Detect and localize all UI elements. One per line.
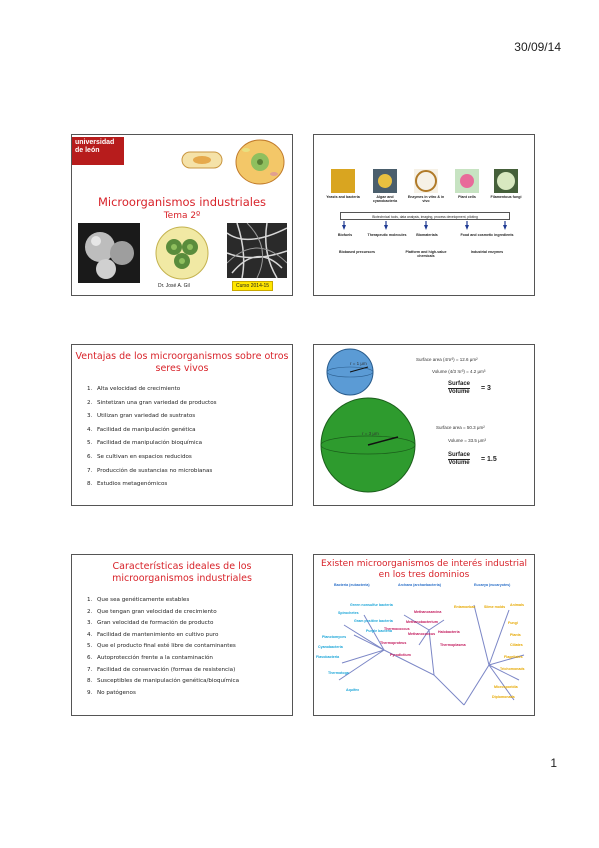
volume-label: Volume	[448, 389, 470, 395]
small-ratio: = 3	[481, 385, 491, 392]
list-item	[87, 595, 239, 607]
list-item-number: 4.	[87, 426, 93, 433]
list-item-number: 7.	[87, 467, 93, 474]
list-item	[87, 397, 217, 411]
surface-label: Surface	[448, 452, 471, 458]
list-item	[87, 607, 239, 619]
slide-title-text: Ventajas de los microorganismos sobre otros seres vivos	[75, 351, 289, 374]
product-label: Biomaterials	[416, 233, 438, 237]
cells-diagram	[314, 345, 535, 506]
list-item-number: 7.	[87, 666, 93, 673]
archaea-label: Pyrodictium	[390, 653, 411, 657]
organism-label: Enzymes in vitro & in vivo	[407, 195, 445, 203]
archaea-label: Methanosarcina	[414, 610, 442, 614]
list-item-number: 9.	[87, 689, 93, 696]
list-item-number: 3.	[87, 620, 93, 627]
list-item-number: 8.	[87, 481, 93, 488]
archaea-label: Thermoplasma	[440, 643, 466, 647]
list-item-number: 2.	[87, 608, 93, 615]
eucarya-label: Diplomonads	[492, 695, 515, 699]
eucarya-label: Entamoebae	[454, 605, 476, 609]
list-item	[87, 424, 217, 438]
organism-label: Filamentous fungi	[490, 195, 522, 199]
large-radius: r = 3 μm	[362, 431, 379, 436]
list-item-number: 1.	[87, 597, 93, 603]
list-item-number: 6.	[87, 654, 93, 661]
cell-diagrams-image	[180, 138, 292, 190]
list-item-text: Estudios metagenómicos	[97, 481, 168, 488]
list-item-text: Facilidad de mantenimiento en cultivo puro	[97, 631, 219, 638]
archaea-label: Thermococcus	[384, 627, 410, 631]
list-item-text: Sintetizan una gran variedad de productos	[97, 399, 217, 406]
archaea-label: Methanococcus	[408, 632, 436, 636]
list-item	[87, 688, 239, 700]
presentation-title: Microorganismos industriales	[97, 195, 267, 209]
list-item-text: Se cultivan en espacios reducidos	[97, 453, 192, 460]
course-badge: Curso 2014-15	[232, 281, 273, 291]
eucarya-label: Trichomonads	[500, 667, 525, 671]
characteristics-list	[87, 595, 239, 699]
surface-label: Surface	[448, 381, 471, 387]
list-item	[87, 665, 239, 677]
list-item	[87, 653, 239, 665]
advantages-list	[87, 383, 217, 492]
fungal-hyphae-image	[227, 223, 287, 278]
product-label: Food and cosmetic ingredients	[460, 233, 514, 237]
archaea-label: Methanobacterium	[406, 620, 438, 624]
yeast-micrograph-image	[78, 223, 140, 283]
list-item-text: Utilizan gran variedad de sustratos	[97, 413, 196, 420]
eucarya-label: Plants	[510, 633, 521, 637]
eucarya-label: Flagellates	[504, 655, 523, 659]
domain-label: Bacteria (eubacteria)	[334, 583, 370, 587]
list-item-text: Producción de sustancias no microbianas	[97, 467, 213, 474]
bacteria-label: Aquifex	[346, 688, 360, 692]
product-label: Industrial enzymes	[470, 250, 504, 254]
product-label: Biobased precursors	[339, 250, 375, 254]
bacteria-label: Planctomyces	[322, 635, 347, 639]
list-item-number: 5.	[87, 440, 93, 447]
bacteria-label: Flavobacteria	[316, 655, 340, 659]
eucarya-label: Microsporidia	[494, 685, 518, 689]
list-item-text: Que tengan gran velocidad de crecimiento	[97, 608, 217, 615]
list-item	[87, 676, 239, 688]
slide-title	[71, 134, 293, 296]
biotech-tools-bar: Biotechnical tools, data analysis, imaging, process development, piloting	[340, 212, 510, 220]
domain-label: Archaea (archaebacteria)	[398, 583, 441, 587]
list-item	[87, 437, 217, 451]
small-radius: r = 1 μm	[350, 361, 367, 366]
product-label: Therapeutic molecules	[367, 233, 407, 237]
page-date: 30/09/14	[514, 40, 561, 54]
list-item-number: 3.	[87, 413, 93, 420]
slide-bioproducts	[313, 134, 535, 296]
domain-label: Eucarya (eucaryotes)	[474, 583, 511, 587]
slide-title-text: Existen microorganismos de interés industrial en los tres dominios	[320, 559, 528, 580]
volume-label: Volume	[448, 460, 470, 466]
organism-label: Yeasts and bacteria	[326, 195, 360, 199]
large-ratio: = 1.5	[481, 456, 497, 463]
list-item-text: Susceptibles de manipulación genética/bioquímica	[97, 678, 240, 685]
bacteria-label: Thermotoga	[328, 671, 349, 675]
list-item-text: Facilidad de manipulación genética	[97, 426, 196, 433]
slide-surface-volume	[313, 344, 535, 506]
bacteria-label: Purple bacteria	[366, 629, 392, 633]
large-surface-area: Surface area = 50.3 μm²	[436, 425, 485, 430]
organism-label: Algae and cyanobacteria	[372, 195, 398, 203]
list-item	[87, 641, 239, 653]
list-item-text: Gran velocidad de formación de producto	[97, 620, 214, 627]
list-item-text: No patógenos	[97, 689, 136, 696]
list-item-text: Autoprotección frente a la contaminación	[97, 654, 213, 661]
small-volume: Volume (4/3 πr³) = 4.2 μm³	[432, 369, 486, 374]
eucarya-label: Slime molds	[484, 605, 506, 609]
list-item-text: Facilidad de manipulación bioquímica	[97, 440, 203, 447]
list-item	[87, 383, 217, 397]
list-item-number: 4.	[87, 631, 93, 638]
slide-ideal-characteristics	[71, 554, 293, 716]
slide-title-text: Características ideales de los microorganismos industriales	[112, 561, 252, 584]
page-number: 1	[550, 756, 557, 770]
list-item	[87, 410, 217, 424]
list-item-number: 1.	[87, 386, 93, 392]
bacteria-label: Green nonsulfur bacteria	[350, 603, 393, 607]
university-logo: universidad de león	[72, 137, 124, 165]
list-item-text: Que el producto final esté libre de contaminantes	[97, 643, 236, 650]
archaea-label: Thermoproteus	[380, 641, 407, 645]
bacteria-label: Gram positive bacteria	[354, 619, 393, 623]
bacteria-label: Spirochetes	[338, 611, 359, 615]
slide-three-domains	[313, 554, 535, 716]
list-item	[87, 451, 217, 465]
organism-label: Plant cells	[458, 195, 476, 199]
list-item	[87, 465, 217, 479]
product-label: Platform and high-value chemicals	[405, 250, 447, 258]
list-item	[87, 630, 239, 642]
list-item	[87, 478, 217, 492]
large-volume: Volume = 33.5 μm³	[448, 438, 486, 443]
product-label: Biofuels	[337, 233, 353, 237]
eucarya-label: Animals	[510, 603, 524, 607]
presentation-subtitle: Tema 2º	[163, 211, 201, 221]
author: Dr. José A. Gil	[158, 283, 190, 289]
eucarya-label: Ciliates	[510, 643, 523, 647]
list-item-text: Que sea genéticamente estables	[97, 597, 190, 603]
list-item-text: Alta velocidad de crecimiento	[97, 386, 181, 392]
bacteria-label: Cyanobacteria	[318, 645, 343, 649]
list-item-number: 2.	[87, 399, 93, 406]
list-item-number: 6.	[87, 453, 93, 460]
small-ratio-fraction	[448, 381, 470, 396]
petri-dish-image	[152, 225, 212, 281]
small-surface-area: Surface area (4πr²) = 12.6 μm²	[416, 357, 478, 362]
list-item-number: 5.	[87, 643, 93, 650]
list-item-number: 8.	[87, 678, 93, 685]
eucarya-label: Fungi	[508, 621, 518, 625]
large-ratio-fraction	[448, 452, 470, 467]
list-item	[87, 618, 239, 630]
archaea-label: Halobacteria	[438, 630, 460, 634]
slide-advantages	[71, 344, 293, 506]
list-item-text: Facilidad de conservación (formas de resistencia)	[97, 666, 236, 673]
